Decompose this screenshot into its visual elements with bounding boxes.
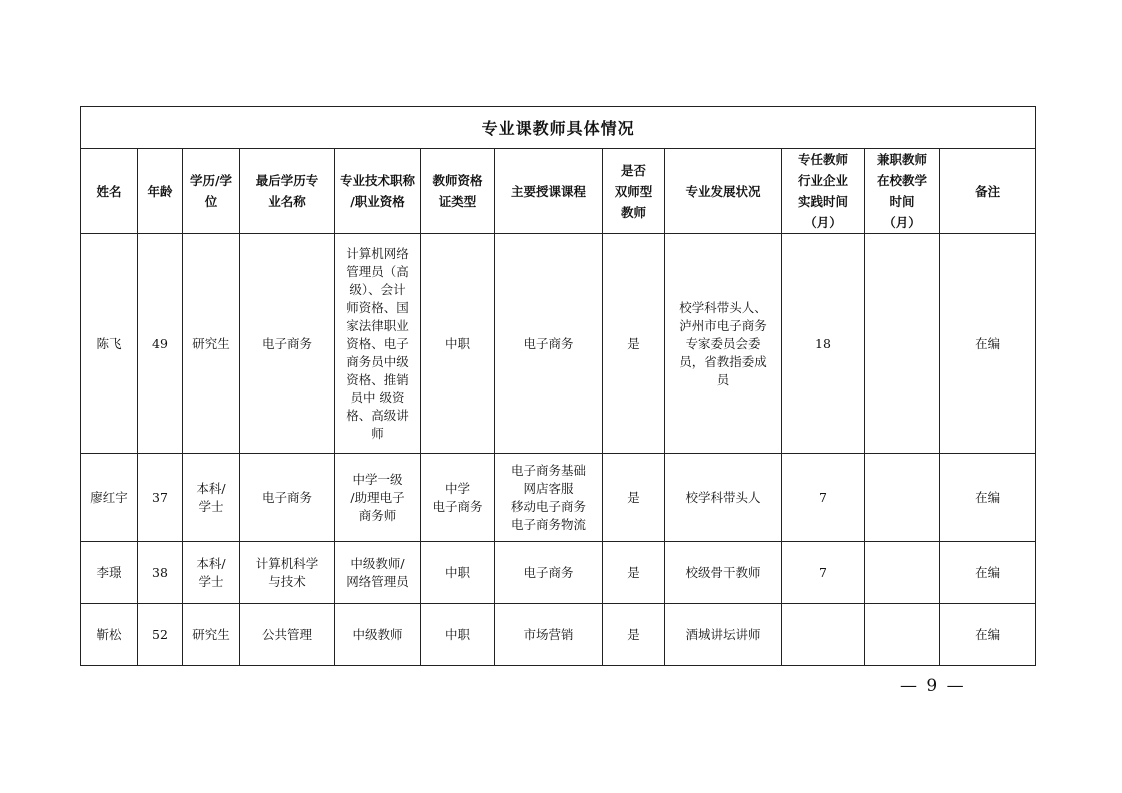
table-row: [81, 454, 1036, 542]
cell-dual: 是: [603, 454, 665, 542]
cell-title: 计算机网络 管理员（高 级）、会计 师资格、国 家法律职业 资格、电子 商务员中级 资格、推销 员中 级资 格、高级讲 师: [335, 234, 421, 454]
cell-practice: [782, 604, 865, 666]
cell-dual: 是: [603, 542, 665, 604]
cell-degree: 本科/ 学士: [183, 454, 240, 542]
cell-development: 酒城讲坛讲师: [665, 604, 782, 666]
header-age: 年龄: [138, 149, 183, 234]
cell-degree: 研究生: [183, 234, 240, 454]
cell-courses: 电子商务基础 网店客服 移动电子商务 电子商务物流: [495, 454, 603, 542]
cell-dual: 是: [603, 234, 665, 454]
table-title: 专业课教师具体情况: [81, 107, 1036, 149]
header-cert: 教师资格 证类型: [421, 149, 495, 234]
cell-major: 计算机科学 与技术: [240, 542, 335, 604]
cell-practice: 7: [782, 454, 865, 542]
table-row: [81, 234, 1036, 454]
cell-name: 靳松: [81, 604, 138, 666]
cell-name: 陈飞: [81, 234, 138, 454]
header-practice: 专任教师 行业企业 实践时间 （月）: [782, 149, 865, 234]
page-number: — 9 —: [900, 676, 966, 696]
header-dual: 是否 双师型 教师: [603, 149, 665, 234]
header-remark: 备注: [940, 149, 1036, 234]
cell-age: 49: [138, 234, 183, 454]
header-row: [81, 149, 1036, 234]
cell-remark: 在编: [940, 234, 1036, 454]
header-degree: 学历/学 位: [183, 149, 240, 234]
cell-major: 电子商务: [240, 234, 335, 454]
cell-development: 校学科带头人、 泸州市电子商务 专家委员会委 员，省教指委成 员: [665, 234, 782, 454]
header-development: 专业发展状况: [665, 149, 782, 234]
table-row: [81, 542, 1036, 604]
cell-development: 校学科带头人: [665, 454, 782, 542]
cell-cert: 中职: [421, 542, 495, 604]
cell-title: 中级教师/ 网络管理员: [335, 542, 421, 604]
cell-practice: 7: [782, 542, 865, 604]
cell-title: 中学一级 /助理电子 商务师: [335, 454, 421, 542]
cell-remark: 在编: [940, 542, 1036, 604]
header-title: 专业技术职称 /职业资格: [335, 149, 421, 234]
cell-major: 电子商务: [240, 454, 335, 542]
cell-cert: 中职: [421, 234, 495, 454]
cell-development: 校级骨干教师: [665, 542, 782, 604]
cell-remark: 在编: [940, 604, 1036, 666]
cell-title: 中级教师: [335, 604, 421, 666]
cell-name: 廖红宇: [81, 454, 138, 542]
header-major: 最后学历专 业名称: [240, 149, 335, 234]
cell-courses: 电子商务: [495, 234, 603, 454]
cell-courses: 市场营销: [495, 604, 603, 666]
cell-major: 公共管理: [240, 604, 335, 666]
cell-cert: 中职: [421, 604, 495, 666]
cell-parttime: [865, 542, 940, 604]
header-name: 姓名: [81, 149, 138, 234]
cell-parttime: [865, 234, 940, 454]
cell-parttime: [865, 604, 940, 666]
cell-cert: 中学 电子商务: [421, 454, 495, 542]
cell-degree: 研究生: [183, 604, 240, 666]
table-row: [81, 604, 1036, 666]
cell-age: 38: [138, 542, 183, 604]
header-parttime: 兼职教师 在校教学 时间 （月）: [865, 149, 940, 234]
cell-age: 37: [138, 454, 183, 542]
cell-parttime: [865, 454, 940, 542]
cell-dual: 是: [603, 604, 665, 666]
teacher-table: [80, 106, 1036, 666]
cell-remark: 在编: [940, 454, 1036, 542]
cell-courses: 电子商务: [495, 542, 603, 604]
cell-name: 李璟: [81, 542, 138, 604]
cell-age: 52: [138, 604, 183, 666]
header-courses: 主要授课课程: [495, 149, 603, 234]
cell-degree: 本科/ 学士: [183, 542, 240, 604]
cell-practice: 18: [782, 234, 865, 454]
